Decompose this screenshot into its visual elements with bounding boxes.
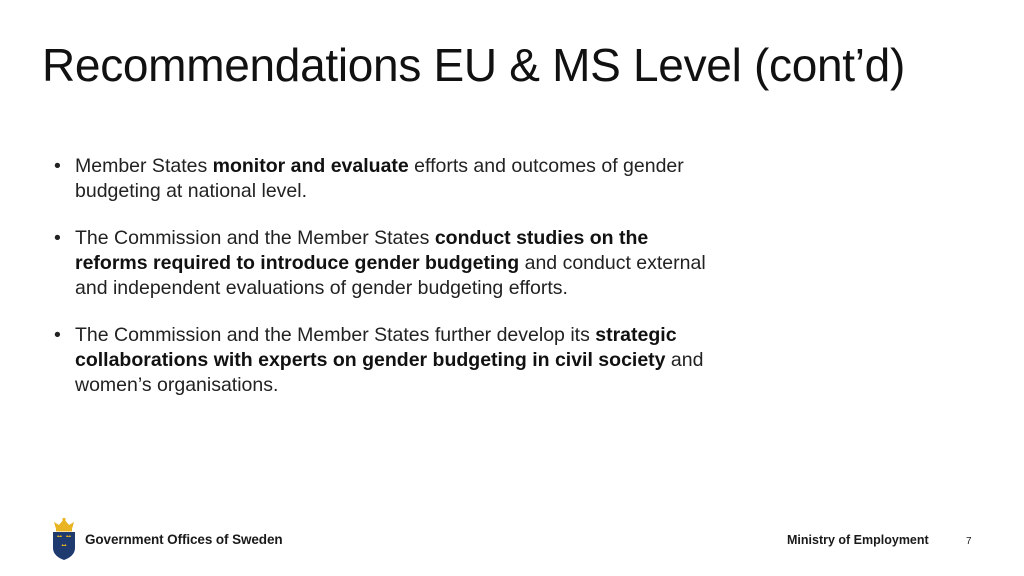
bullet-text-normal: The Commission and the Member States (75, 227, 435, 249)
bullet-item (54, 323, 714, 398)
slide-title: Recommendations EU & MS Level (cont’d) (42, 39, 905, 91)
bullet-text-normal: The Commission and the Member States further develop its (75, 324, 596, 346)
bullet-item (54, 226, 714, 301)
bullet-text-bold: strategic collaborations with experts on gender budgeting in civil society (75, 324, 677, 371)
bullet-list (54, 154, 714, 420)
swedish-crest-icon (50, 517, 78, 561)
ministry-name: Ministry of Employment (787, 533, 929, 547)
bullet-item (54, 154, 714, 204)
bullet-text-normal: and women’s organisations. (75, 349, 704, 396)
page-number: 7 (966, 536, 972, 547)
bullet-text-bold: monitor and evaluate (212, 155, 409, 177)
bullet-text-bold: conduct studies on the reforms required to introduce gender budgeting (75, 227, 649, 274)
bullet-text-normal: Member States (75, 155, 213, 177)
bullet-text-normal: efforts and outcomes of gender budgeting at national level. (75, 155, 684, 202)
bullet-text-normal: and conduct external and independent evaluations of gender budgeting efforts. (75, 252, 706, 299)
org-name: Government Offices of Sweden (85, 531, 283, 547)
government-logo (50, 517, 283, 561)
